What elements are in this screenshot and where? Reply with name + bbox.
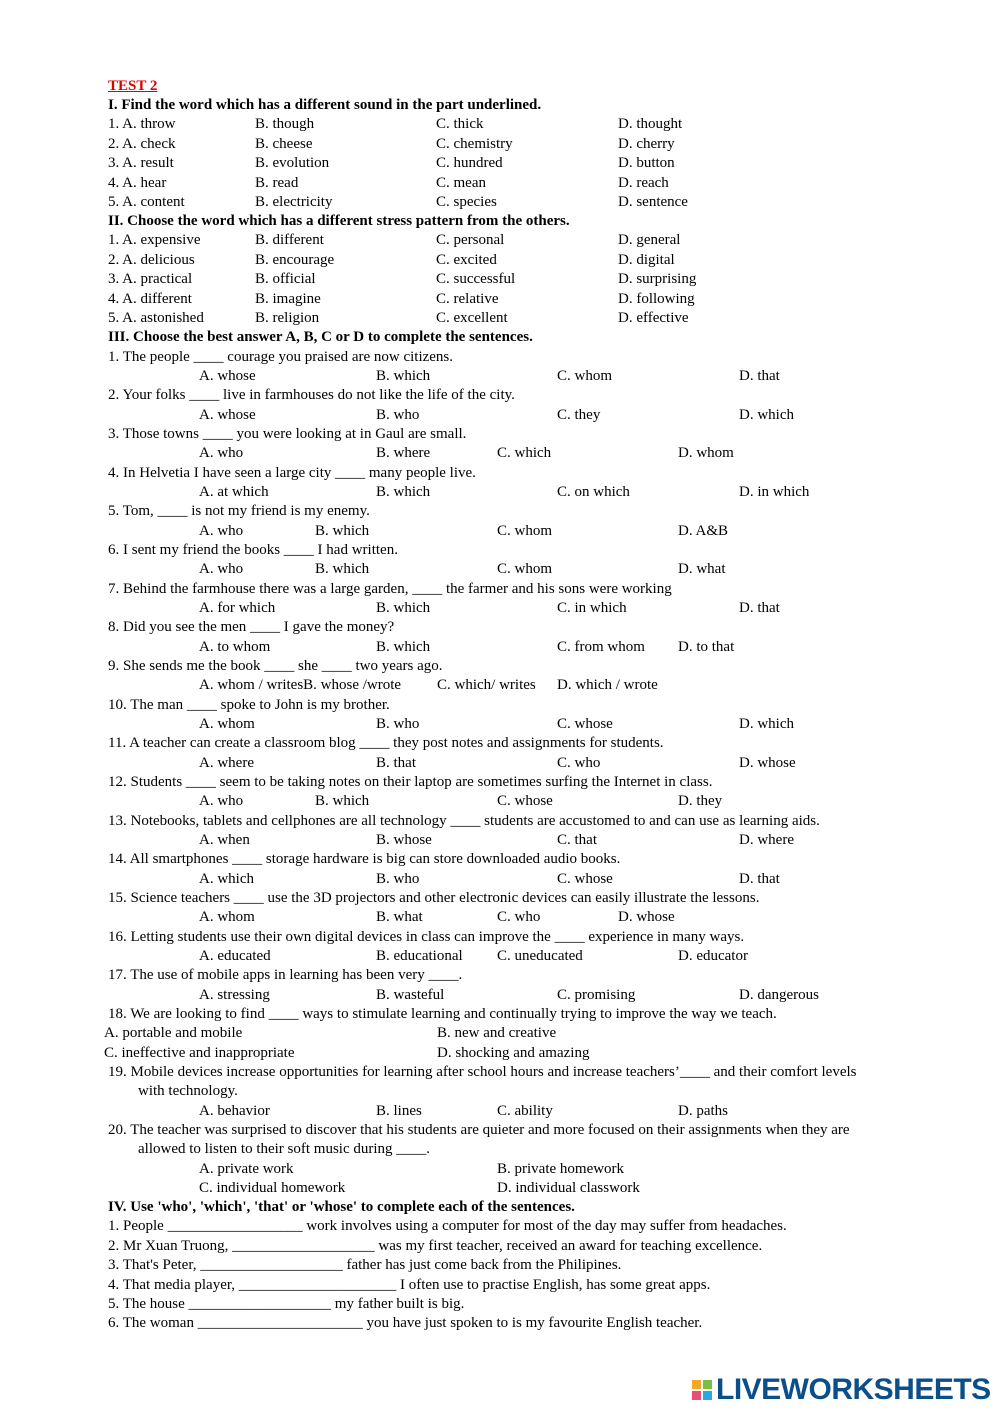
- s3-q18-opt-a: A. portable and mobile: [104, 1025, 243, 1041]
- s3-q7-opt-b: B. which: [376, 600, 431, 616]
- s1-q2-a: 2. A. check: [108, 136, 176, 152]
- s3-q5-opt-d: D. A&B: [678, 523, 729, 539]
- s1-q5-b: B. electricity: [255, 194, 333, 210]
- s3-q11-opt-a: A. where: [199, 755, 254, 771]
- s3-q20-opt-d: D. individual classwork: [497, 1180, 640, 1196]
- s3-q12-opt-b: B. which: [315, 793, 370, 809]
- s2-q3-d: D. surprising: [618, 271, 697, 287]
- s1-q3-a: 3. A. result: [108, 155, 174, 171]
- s3-q12-opt-a: A. who: [199, 793, 244, 809]
- s3-q12-opt-c: C. whose: [497, 793, 553, 809]
- section-4-heading: IV. Use 'who', 'which', 'that' or 'whose' to complete each of the sentences.: [108, 1199, 575, 1215]
- s2-q4-d: D. following: [618, 291, 695, 307]
- s3-q9-opt-c: C. which/ writes: [437, 677, 536, 693]
- s1-q2-c: C. chemistry: [436, 136, 513, 152]
- s3-question: 8. Did you see the men ____ I gave the money?: [108, 619, 395, 635]
- s1-q1-c: C. thick: [436, 116, 484, 132]
- s3-q18-opt-c: C. ineffective and inappropriate: [104, 1045, 295, 1061]
- s4-sentence: 6. The woman ______________________ you have just spoken to is my favourite English teacher.: [108, 1315, 703, 1331]
- s3-question: 18. We are looking to find ____ ways to stimulate learning and continually trying to improve the way we teach.: [108, 1006, 777, 1022]
- s3-q8-opt-a: A. to whom: [199, 639, 271, 655]
- s1-q1-d: D. thought: [618, 116, 683, 132]
- s3-q5-opt-c: C. whom: [497, 523, 553, 539]
- s3-q10-opt-c: C. whose: [557, 716, 613, 732]
- s3-q5-opt-a: A. who: [199, 523, 244, 539]
- s3-q8-opt-b: B. which: [376, 639, 431, 655]
- s3-question: 10. The man ____ spoke to John is my brother.: [108, 697, 390, 713]
- s4-sentence: 1. People __________________ work involves using a computer for most of the day may suffer from headaches.: [108, 1218, 787, 1234]
- s3-q3-opt-d: D. whom: [678, 445, 734, 461]
- s3-q15-opt-c: C. who: [497, 909, 541, 925]
- s3-q2-opt-b: B. who: [376, 407, 420, 423]
- s3-question: 14. All smartphones ____ storage hardware is big can store downloaded audio books.: [108, 851, 621, 867]
- s1-q3-c: C. hundred: [436, 155, 503, 171]
- s2-q2-c: C. excited: [436, 252, 497, 268]
- s3-q19-opt-a: A. behavior: [199, 1103, 270, 1119]
- s2-q5-a: 5. A. astonished: [108, 310, 204, 326]
- s3-q13-opt-a: A. when: [199, 832, 250, 848]
- s1-q4-b: B. read: [255, 175, 299, 191]
- s3-q19-opt-d: D. paths: [678, 1103, 728, 1119]
- s2-q1-c: C. personal: [436, 232, 505, 248]
- s3-q3-opt-a: A. who: [199, 445, 244, 461]
- s2-q4-b: B. imagine: [255, 291, 321, 307]
- s4-sentence: 2. Mr Xuan Truong, ___________________ was my first teacher, received an award for teaching excellence.: [108, 1238, 763, 1254]
- s3-q13-opt-d: D. where: [739, 832, 794, 848]
- s2-q4-c: C. relative: [436, 291, 499, 307]
- s3-question: 19. Mobile devices increase opportunities for learning after school hours and increase teachers’____ and their comfort levels: [108, 1064, 857, 1080]
- s3-q12-opt-d: D. they: [678, 793, 723, 809]
- s3-question: 20. The teacher was surprised to discover that his students are quieter and more focused on their assignments when they are: [108, 1122, 850, 1138]
- s3-q14-opt-b: B. who: [376, 871, 420, 887]
- s3-q1-opt-c: C. whom: [557, 368, 613, 384]
- s4-sentence: 3. That's Peter, ___________________ father has just come back from the Philipines.: [108, 1257, 622, 1273]
- s3-q14-opt-c: C. whose: [557, 871, 613, 887]
- s3-q7-opt-d: D. that: [739, 600, 780, 616]
- s3-q8-opt-c: C. from whom: [557, 639, 645, 655]
- s1-q1-a: 1. A. throw: [108, 116, 176, 132]
- s3-q18-opt-d: D. shocking and amazing: [437, 1045, 590, 1061]
- s3-question: 1. The people ____ courage you praised are now citizens.: [108, 349, 454, 365]
- s2-q3-c: C. successful: [436, 271, 516, 287]
- s3-q7-opt-c: C. in which: [557, 600, 627, 616]
- s3-q13-opt-b: B. whose: [376, 832, 432, 848]
- s3-question: 6. I sent my friend the books ____ I had written.: [108, 542, 398, 558]
- s2-q2-d: D. digital: [618, 252, 675, 268]
- s3-q14-opt-d: D. that: [739, 871, 780, 887]
- s3-q9-opt-ab: A. whom / writesB. whose /wrote: [199, 677, 402, 693]
- s2-q3-b: B. official: [255, 271, 316, 287]
- s3-q15-opt-d: D. whose: [618, 909, 675, 925]
- s3-q10-opt-a: A. whom: [199, 716, 255, 732]
- s3-question: 2. Your folks ____ live in farmhouses do not like the life of the city.: [108, 387, 515, 403]
- s1-q2-d: D. cherry: [618, 136, 675, 152]
- section-3-heading: III. Choose the best answer A, B, C or D to complete the sentences.: [108, 329, 533, 345]
- s2-q2-b: B. encourage: [255, 252, 335, 268]
- s3-q15-opt-b: B. what: [376, 909, 423, 925]
- s3-question: 12. Students ____ seem to be taking notes on their laptop are sometimes surfing the Internet in class.: [108, 774, 713, 790]
- s3-q1-opt-b: B. which: [376, 368, 431, 384]
- s3-q16-opt-c: C. uneducated: [497, 948, 583, 964]
- s3-q6-opt-a: A. who: [199, 561, 244, 577]
- s3-q6-opt-d: D. what: [678, 561, 726, 577]
- s3-q17-opt-d: D. dangerous: [739, 987, 819, 1003]
- s1-q5-c: C. species: [436, 194, 497, 210]
- s3-question-continued: allowed to listen to their soft music during ____.: [138, 1141, 431, 1157]
- s1-q5-d: D. sentence: [618, 194, 688, 210]
- s3-q17-opt-b: B. wasteful: [376, 987, 445, 1003]
- section-1-heading: I. Find the word which has a different sound in the part underlined.: [108, 97, 542, 113]
- s3-q3-opt-c: C. which: [497, 445, 552, 461]
- s2-q5-c: C. excellent: [436, 310, 508, 326]
- s3-q11-opt-c: C. who: [557, 755, 601, 771]
- s3-q17-opt-c: C. promising: [557, 987, 636, 1003]
- s3-q16-opt-b: B. educational: [376, 948, 463, 964]
- logo-grid-icon: [692, 1380, 712, 1400]
- liveworksheets-logo[interactable]: [692, 1372, 991, 1408]
- logo-text: LIVEWORKSHEETS: [716, 1373, 991, 1406]
- s2-q1-d: D. general: [618, 232, 681, 248]
- s2-q3-a: 3. A. practical: [108, 271, 193, 287]
- s3-q20-opt-c: C. individual homework: [199, 1180, 346, 1196]
- s3-question: 16. Letting students use their own digital devices in class can improve the ____ experience in many ways.: [108, 929, 745, 945]
- s3-q10-opt-d: D. which: [739, 716, 794, 732]
- s3-question: 9. She sends me the book ____ she ____ two years ago.: [108, 658, 443, 674]
- s3-q9-opt-d: D. which / wrote: [557, 677, 658, 693]
- s2-q5-d: D. effective: [618, 310, 689, 326]
- s2-q1-b: B. different: [255, 232, 324, 248]
- s3-q8-opt-d: D. to that: [678, 639, 735, 655]
- s3-q4-opt-d: D. in which: [739, 484, 810, 500]
- s3-question: 3. Those towns ____ you were looking at in Gaul are small.: [108, 426, 467, 442]
- s3-question-continued: with technology.: [138, 1083, 238, 1099]
- s3-q16-opt-d: D. educator: [678, 948, 748, 964]
- s3-q11-opt-d: D. whose: [739, 755, 796, 771]
- test-title: TEST 2: [108, 78, 158, 94]
- s3-q20-opt-b: B. private homework: [497, 1161, 625, 1177]
- s3-q1-opt-a: A. whose: [199, 368, 256, 384]
- s3-question: 7. Behind the farmhouse there was a large garden, ____ the farmer and his sons were working: [108, 581, 672, 597]
- s1-q1-b: B. though: [255, 116, 315, 132]
- s4-sentence: 5. The house ___________________ my father built is big.: [108, 1296, 465, 1312]
- s3-q19-opt-c: C. ability: [497, 1103, 553, 1119]
- s3-q19-opt-b: B. lines: [376, 1103, 422, 1119]
- s3-q4-opt-a: A. at which: [199, 484, 269, 500]
- s2-q2-a: 2. A. delicious: [108, 252, 195, 268]
- s2-q4-a: 4. A. different: [108, 291, 192, 307]
- s3-question: 4. In Helvetia I have seen a large city ____ many people live.: [108, 465, 476, 481]
- s3-q2-opt-d: D. which: [739, 407, 794, 423]
- s3-q6-opt-b: B. which: [315, 561, 370, 577]
- s3-q3-opt-b: B. where: [376, 445, 431, 461]
- s1-q5-a: 5. A. content: [108, 194, 185, 210]
- s3-q15-opt-a: A. whom: [199, 909, 255, 925]
- s1-q3-b: B. evolution: [255, 155, 330, 171]
- s3-question: 11. A teacher can create a classroom blog ____ they post notes and assignments for students.: [108, 735, 664, 751]
- s3-q4-opt-c: C. on which: [557, 484, 630, 500]
- s3-q6-opt-c: C. whom: [497, 561, 553, 577]
- s3-q14-opt-a: A. which: [199, 871, 254, 887]
- s1-q4-d: D. reach: [618, 175, 669, 191]
- s2-q5-b: B. religion: [255, 310, 320, 326]
- s1-q4-a: 4. A. hear: [108, 175, 167, 191]
- s3-q2-opt-a: A. whose: [199, 407, 256, 423]
- s1-q4-c: C. mean: [436, 175, 486, 191]
- s2-q1-a: 1. A. expensive: [108, 232, 201, 248]
- s3-q7-opt-a: A. for which: [199, 600, 276, 616]
- s1-q3-d: D. button: [618, 155, 675, 171]
- s3-q17-opt-a: A. stressing: [199, 987, 270, 1003]
- s3-q16-opt-a: A. educated: [199, 948, 271, 964]
- s3-question: 15. Science teachers ____ use the 3D projectors and other electronic devices can easily illustrate the lessons.: [108, 890, 760, 906]
- s3-question: 13. Notebooks, tablets and cellphones are all technology ____ students are accustomed to and can use as learning aids.: [108, 813, 820, 829]
- s3-q10-opt-b: B. who: [376, 716, 420, 732]
- s4-sentence: 4. That media player, _____________________ I often use to practise English, has some great apps.: [108, 1277, 711, 1293]
- s3-question: 5. Tom, ____ is not my friend is my enemy.: [108, 503, 370, 519]
- s3-q20-opt-a: A. private work: [199, 1161, 294, 1177]
- s3-q2-opt-c: C. they: [557, 407, 601, 423]
- s3-q1-opt-d: D. that: [739, 368, 780, 384]
- section-2-heading: II. Choose the word which has a different stress pattern from the others.: [108, 213, 570, 229]
- s3-q5-opt-b: B. which: [315, 523, 370, 539]
- s3-q18-opt-b: B. new and creative: [437, 1025, 557, 1041]
- s1-q2-b: B. cheese: [255, 136, 313, 152]
- s3-question: 17. The use of mobile apps in learning has been very ____.: [108, 967, 463, 983]
- s3-q11-opt-b: B. that: [376, 755, 416, 771]
- s3-q13-opt-c: C. that: [557, 832, 597, 848]
- s3-q4-opt-b: B. which: [376, 484, 431, 500]
